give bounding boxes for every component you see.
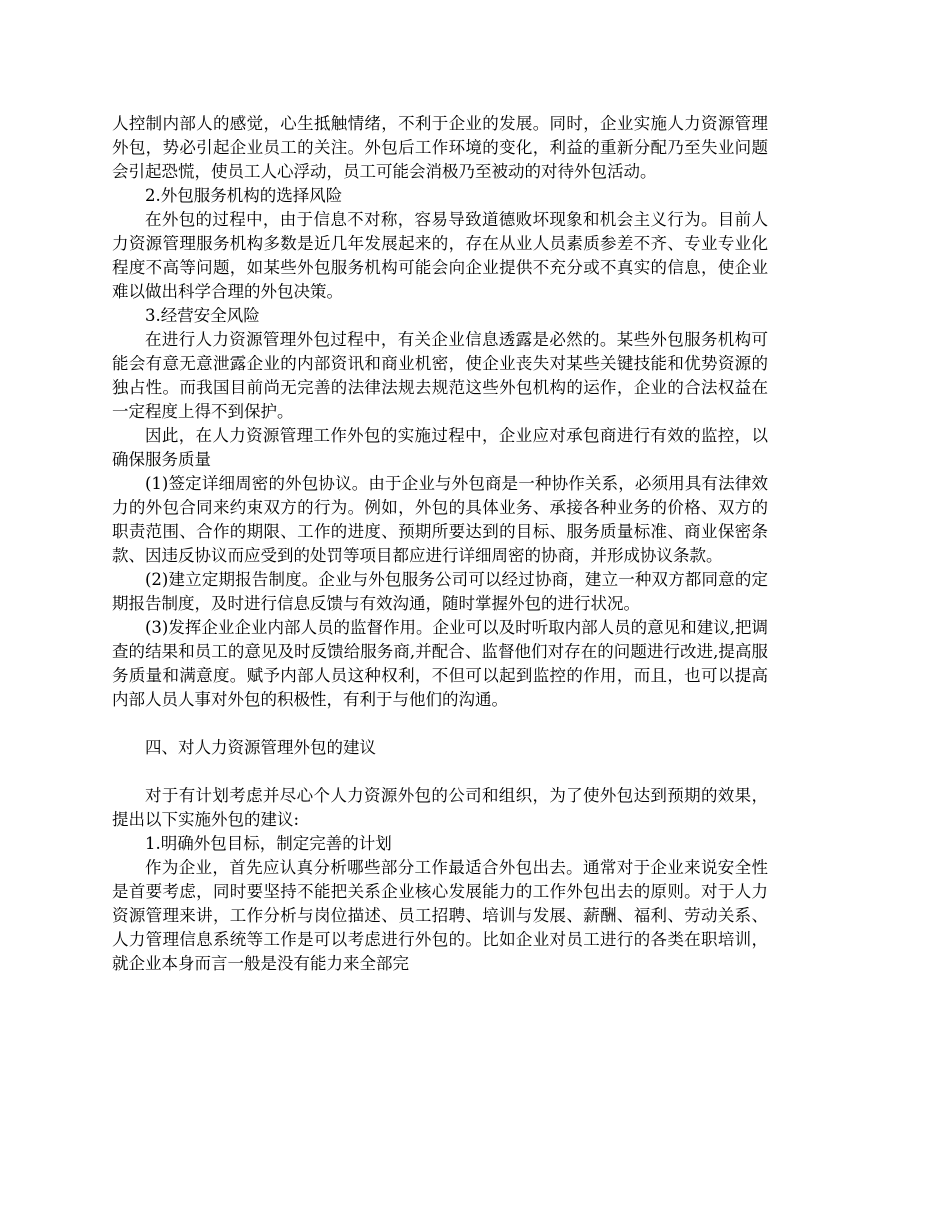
paragraph-security-risk: 在进行人力资源管理外包过程中，有关企业信息透露是必然的。某些外包服务机构可能会有意无意泄露企业的内部资讯和商业机密，使企业丧失对某些关键技能和优势资源的独占性。而我国目前尚无完善的法律法规去规范这些外包机构的运作，企业的合法权益在一定程度上得不到保护。 (112, 330, 768, 421)
paragraph-clear-goals: 作为企业，首先应认真分析哪些部分工作最适合外包出去。通常对于企业来说安全性是首要考虑，同时要坚持不能把关系企业核心发展能力的工作外包出去的原则。对于人力资源管理来讲，工作分析与岗位描述、员工招聘、培训与发展、薪酬、福利、劳动关系、人力管理信息系统等工作是可以考虑进行外包的。比如企业对员工进行的各类在职培训，就企业本身而言一般是没有能力来全部完 (112, 858, 768, 973)
paragraph-item-2-reporting: (2)建立定期报告制度。企业与外包服务公司可以经过协商，建立一种双方都同意的定期报告制度，及时进行信息反馈与有效沟通，随时掌握外包的进行状况。 (112, 570, 768, 613)
spacer (112, 712, 768, 736)
spacer (112, 760, 768, 784)
paragraph-item-3-supervision: (3)发挥企业企业内部人员的监督作用。企业可以及时听取内部人员的意见和建议,把调查的结果和员工的意见及时反馈给服务商,并配合、监督他们对存在的问题进行改进,提高服务质量和满意度。赋予内部人员这种权利，不但可以起到监控的作用，而且，也可以提高内部人员人事对外包的积极性，有利于与他们的沟通。 (112, 618, 768, 709)
paragraph-continuation: 人控制内部人的感觉，心生抵触情绪，不利于企业的发展。同时，企业实施人力资源管理外包，势必引起企业员工的关注。外包后工作环境的变化，利益的重新分配乃至失业问题会引起恐慌，使员工人心浮动，员工可能会消极乃至被动的对待外包活动。 (112, 114, 768, 181)
heading-clear-goals: 1.明确外包目标，制定完善的计划 (145, 834, 392, 853)
paragraph-item-1-agreement: (1)签定详细周密的外包协议。由于企业与外包商是一种协作关系，必须用具有法律效力的外包合同来约束双方的行为。例如，外包的具体业务、承接各种业务的价格、双方的职责范围、合作的期限、工作的进度、预期所要达到的目标、服务质量标准、商业保密条款、因违反协议而应受到的处罚等项目都应进行详细周密的协商，并形成协议条款。 (112, 474, 768, 565)
document-page (112, 112, 768, 976)
paragraph-agency-risk: 在外包的过程中，由于信息不对称，容易导致道德败坏现象和机会主义行为。目前人力资源管理服务机构多数是近几年发展起来的，存在从业人员素质参差不齐、专业专业化程度不高等问题，如某些外包服务机构可能会向企业提供不充分或不真实的信息，使企业难以做出科学合理的外包决策。 (112, 210, 768, 301)
paragraph-suggestions-intro: 对于有计划考虑并尽心个人力资源外包的公司和组织，为了使外包达到预期的效果，提出以下实施外包的建议: (112, 786, 768, 829)
heading-operational-security-risk: 3.经营安全风险 (145, 306, 260, 325)
section-heading-suggestions: 四、对人力资源管理外包的建议 (145, 738, 376, 757)
heading-outsourcing-agency-risk: 2.外包服务机构的选择风险 (145, 186, 343, 205)
paragraph-monitoring-intro: 因此，在人力资源管理工作外包的实施过程中，企业应对承包商进行有效的监控，以确保服务质量 (112, 426, 768, 469)
